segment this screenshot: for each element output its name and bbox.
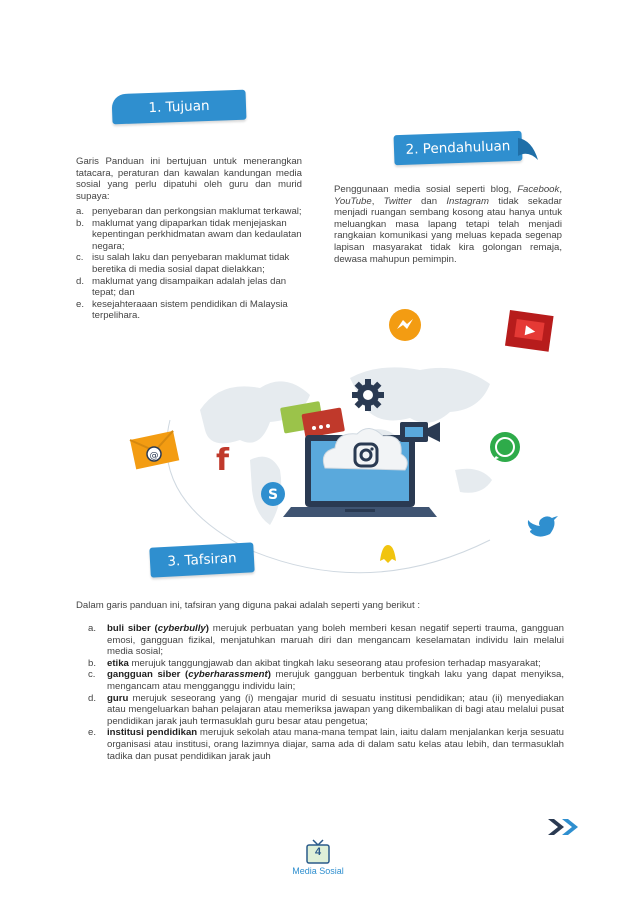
list-item [88,727,564,762]
tujuan-intro: Garis Panduan ini bertujuan untuk menerangkan tatacara, peraturan dan kawalan kandungan media sosial yang perlu dipatuhi oleh guru dan murid supaya: [76,156,302,202]
list-marker: d. [76,275,85,287]
snapchat-icon [380,545,396,563]
list-marker: c. [88,669,96,681]
list-marker: a. [76,206,85,217]
list-text: kesejahteraaan sistem pendidikan di Malaysia terpelihara. [92,298,288,322]
gear-icon [352,379,384,411]
section-heading-pendahuluan [394,131,523,165]
next-page-chevrons-icon[interactable] [546,818,586,836]
text-run: , [371,195,384,207]
cloud-icon [323,428,407,470]
banner-tail [518,134,540,164]
list-text [107,727,564,762]
term: etika [107,657,129,669]
definition: merujuk seseorang yang (i) mengajar murid di sesuatu institusi pendidikan; atau (ii) menyediakan atau mengeluarkan bahan pelajaran atau memeriksa jawapan yang dikembalikan di bagi atau melalui pusat pendidikan jarak jauh termasuklah guru besar atau pengetua; [107,692,564,727]
footer-label: Media Sosial [292,866,344,876]
definition: merujuk gangguan berbentuk tingkah laku yang dapat menyiksa, mengancam atau mengganggu individu lain; [107,669,564,692]
list-marker: e. [88,727,97,739]
messenger-icon [389,309,421,341]
list-text [107,693,564,728]
section-heading-tafsiran [149,542,254,577]
youtube-term: YouTube [334,195,372,207]
twitter-icon [528,516,558,537]
email-at-glyph: @ [149,451,159,461]
definition: merujuk perbuatan yang boleh memberi kesan negatif seperti trauma, gangguan emosi, gangguan fizikal, menjatuhkan maruah diri dan mengancam keselamatan individu lain melalui media sosial; [107,623,564,658]
list-item [76,276,306,299]
whatsapp-icon [490,432,520,462]
facebook-icon: f [216,443,230,478]
term-english: cyberbully [157,623,206,634]
list-text: maklumat yang dipaparkan tidak menjejaskan kepentingan perkhidmatan awam dan kedaulatan negara; [92,217,302,252]
list-item [76,218,306,253]
list-item [88,669,564,692]
list-text [107,623,564,658]
video-camera-icon [400,422,440,442]
list-text [107,658,564,670]
list-item [88,658,564,670]
list-item [88,693,564,728]
term-close: ) [267,669,271,681]
text-run: , [559,184,562,195]
list-item [88,623,564,658]
instagram-term: Instagram [446,195,490,207]
text-run: dan [411,195,447,207]
term: gangguan siber ( [107,669,189,681]
youtube-icon [505,310,554,352]
skype-icon [261,482,285,506]
list-text: isu salah laku dan penyebaran maklumat tidak beretika di media sosial dapat dielakkan; [92,252,290,275]
list-text: penyebaran dan perkongsian maklumat terkawal; [92,206,302,217]
heading-text: 3. Tafsiran [166,550,238,570]
list-marker: a. [88,623,97,634]
list-marker: e. [76,298,85,310]
skype-glyph: S [267,487,279,503]
tafsiran-intro: Dalam garis panduan ini, tafsiran yang diguna pakai adalah seperti yang berikut : [76,600,420,611]
list-marker: b. [88,657,97,669]
term: buli siber ( [107,623,158,634]
text-run: Penggunaan media sosial seperti blog, [334,184,518,195]
list-item [76,206,306,218]
list-text [107,669,564,692]
definition: merujuk sekolah atau mana-mana tempat lain, iaitu dalam menjalankan kerja sesuatu organisasi atau institusi, orang lazimnya diajar, sama ada di dalam satu kelas atau lebih, dan termasuklah tadika dan pusat pendidikan jarak jauh [107,727,564,762]
page-number: 4 [314,846,322,858]
chat-bubble-icon [280,401,345,438]
list-item [76,252,306,275]
social-media-illustration [110,300,570,580]
list-marker: b. [76,217,85,229]
term: institusi pendidikan [107,727,198,739]
term-english: cyberharassment [188,669,268,681]
list-text: maklumat yang disampaikan adalah jelas dan tepat; dan [92,275,287,299]
list-marker: d. [88,692,97,704]
definition: merujuk tanggungjawab dan akibat tingkah laku seseorang atau profesion terhadap masyarakat; [128,657,541,669]
tafsiran-list [88,623,564,762]
facebook-term: Facebook [517,184,560,195]
heading-text: 1. Tujuan [148,97,210,117]
pendahuluan-text [334,184,562,265]
list-marker: c. [76,252,84,264]
email-icon [130,431,179,469]
section-heading-tujuan [112,90,247,125]
heading-text: 2. Pendahuluan [405,138,511,158]
text-run: tidak sekadar menjadi ruangan sembang kosong atau hanya untuk meluangkan masa lapang tetapi telah menjadi rangkaian komunikasi yang meluas kepada segenap lapisan masyarakat tidak kira golongan remaja, dewasa mahupun pemimpin. [334,195,562,265]
twitter-term: Twitter [383,195,412,207]
term: guru [107,692,129,704]
term-close: ) [205,623,209,634]
